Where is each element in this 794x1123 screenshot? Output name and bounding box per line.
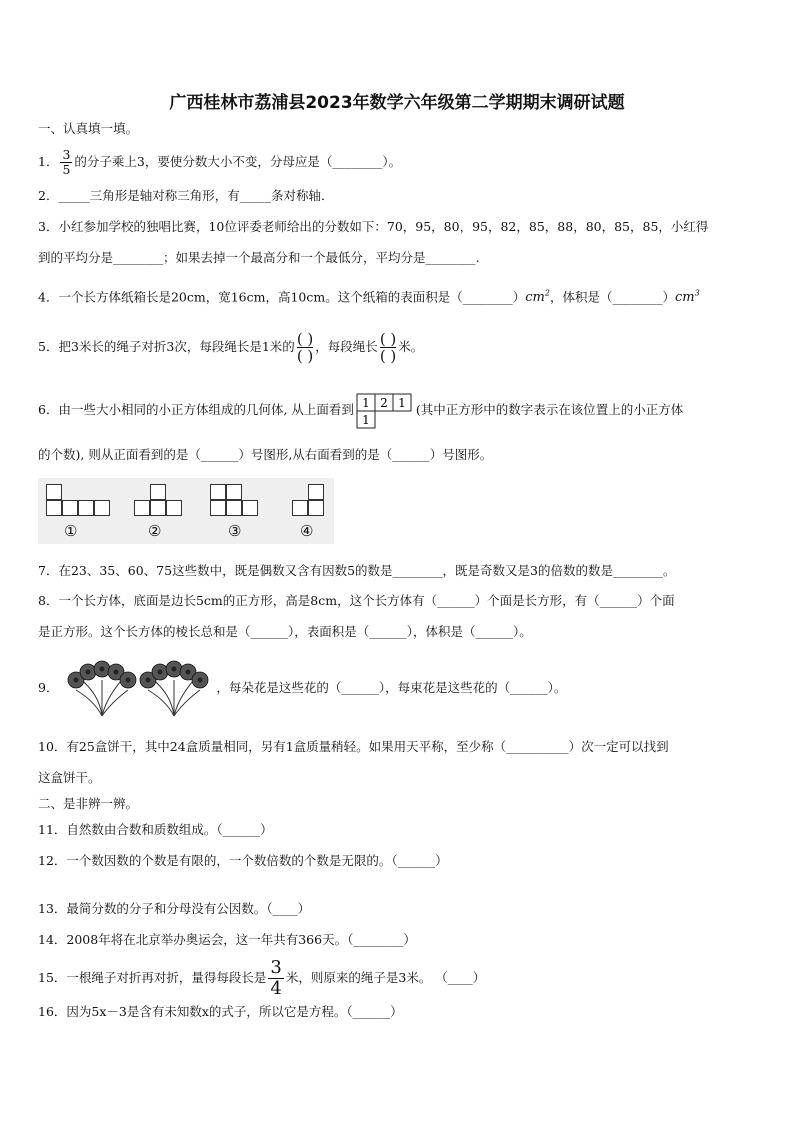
question-4	[38, 285, 758, 307]
question-10-line-2: 这盒饼干。	[38, 770, 101, 785]
question-11: 11．自然数由合数和质数组成。（______）	[38, 822, 273, 837]
question-2: 2．_____三角形是轴对称三角形，有_____条对称轴．	[38, 188, 334, 203]
q15-text-b: 米，则原来的绳子是3米。 （____）	[285, 970, 486, 985]
q6-text-a: 6．由一些大小相同的小正方体组成的几何体, 从上面看到	[38, 402, 354, 417]
view-label: ①	[64, 522, 78, 540]
q5-text-c: 米。	[398, 339, 424, 354]
q15-frac-num: 3	[270, 957, 282, 978]
view-label: ②	[148, 522, 162, 540]
q4-unit-area	[525, 290, 550, 305]
question-6-line-2: 的个数), 则从正面看到的是（______）号图形,从右面看到的是（______）号图形。	[38, 447, 493, 462]
q15-text-a: 15．一根绳子对折再对折，量得每段长是	[38, 970, 267, 985]
view-label: ③	[228, 522, 242, 540]
grid-value: 1	[362, 412, 370, 427]
q4-text-a: 4．一个长方体纸箱长是20cm，宽16cm，高10cm。这个纸箱的表面积是（________）	[38, 289, 526, 305]
top-view-grid	[356, 393, 414, 429]
view-options	[38, 478, 334, 544]
q6-text-b: (其中正方形中的数字表示在该位置上的小正方体	[415, 402, 684, 417]
q9-number: 9．	[38, 680, 59, 695]
question-8-line-1: 8．一个长方体，底面是边长5cm的正方形，高是8cm，这个长方体有（______）个面是长方形，有（______）个面	[38, 593, 675, 608]
q1-number: 1．	[38, 154, 59, 169]
q5-f2-den: ( )	[379, 347, 397, 365]
q4-unit-b: cm	[674, 290, 695, 306]
question-16: 16．因为5x－3是含有未知数x的式子，所以它是方程。（______）	[38, 1004, 403, 1019]
view-label: ④	[300, 522, 314, 540]
q5-f1-num: ( )	[296, 330, 314, 348]
question-15	[38, 958, 758, 999]
q5-fraction-1	[297, 331, 313, 364]
question-13: 13．最简分数的分子和分母没有公因数。（____）	[38, 901, 311, 916]
q5-text-b: ，每段绳长	[315, 339, 378, 354]
q5-f2-num: ( )	[379, 330, 397, 348]
grid-value: 1	[362, 395, 370, 410]
grid-value: 1	[398, 395, 406, 410]
question-10-line-1: 10．有25盒饼干，其中24盒质量相同，另有1盒质量稍轻。如果用天平称，至少称（__________）次一定可以找到	[38, 739, 669, 754]
q5-f1-den: ( )	[296, 347, 314, 365]
q1-frac-den: 5	[62, 162, 71, 177]
q4-sup-a: 2	[544, 289, 550, 298]
q4-sup-b: 3	[694, 289, 700, 298]
q4-text-b: ，体积是（________）	[549, 289, 675, 305]
q15-frac-den: 4	[270, 978, 282, 999]
page-title: 广西桂林市荔浦县2023年数学六年级第二学期期末调研试题	[169, 93, 625, 113]
q4-unit-a: cm	[525, 290, 545, 306]
question-3-line-2: 到的平均分是________；如果去掉一个最高分和一个最低分，平均分是________.	[38, 250, 480, 265]
question-1	[38, 148, 758, 177]
question-6	[38, 392, 758, 429]
question-12: 12．一个数因数的个数是有限的，一个数倍数的个数是无限的。（______）	[38, 853, 448, 868]
question-7: 7．在23、35、60、75这些数中，既是偶数又含有因数5的数是________，既是奇数又是3的倍数的数是________。	[38, 563, 676, 578]
question-8-line-2: 是正方形。这个长方体的棱长总和是（______），表面积是（______），体积是（______）。	[38, 624, 532, 639]
q9-text: ，每朵花是这些花的（______），每束花是这些花的（______）。	[216, 680, 567, 695]
question-3-line-1: 3．小红参加学校的独唱比赛，10位评委老师给出的分数如下：70，95，80，95，82，85，88，80，85，85，小红得	[38, 219, 709, 234]
q1-fraction	[60, 148, 72, 177]
grid-value: 2	[380, 395, 388, 410]
q5-text-a: 5．把3米长的绳子对折3次，每段绳长是1米的	[38, 339, 295, 354]
q15-fraction	[268, 958, 283, 999]
question-14: 14．2008年将在北京举办奥运会，这一年共有366天。（________）	[38, 932, 416, 947]
question-9	[38, 658, 758, 718]
question-5	[38, 330, 758, 364]
flower-bunches-image	[62, 660, 212, 718]
q1-text: 的分子乘上3，要使分数大小不变，分母应是（________）。	[74, 154, 402, 169]
section-2-heading: 二、是非辨一辨。	[38, 796, 139, 811]
q4-unit-volume	[675, 290, 700, 305]
q5-fraction-2	[380, 331, 396, 364]
q1-frac-num: 3	[62, 147, 71, 162]
section-1-heading: 一、认真填一填。	[38, 121, 139, 136]
